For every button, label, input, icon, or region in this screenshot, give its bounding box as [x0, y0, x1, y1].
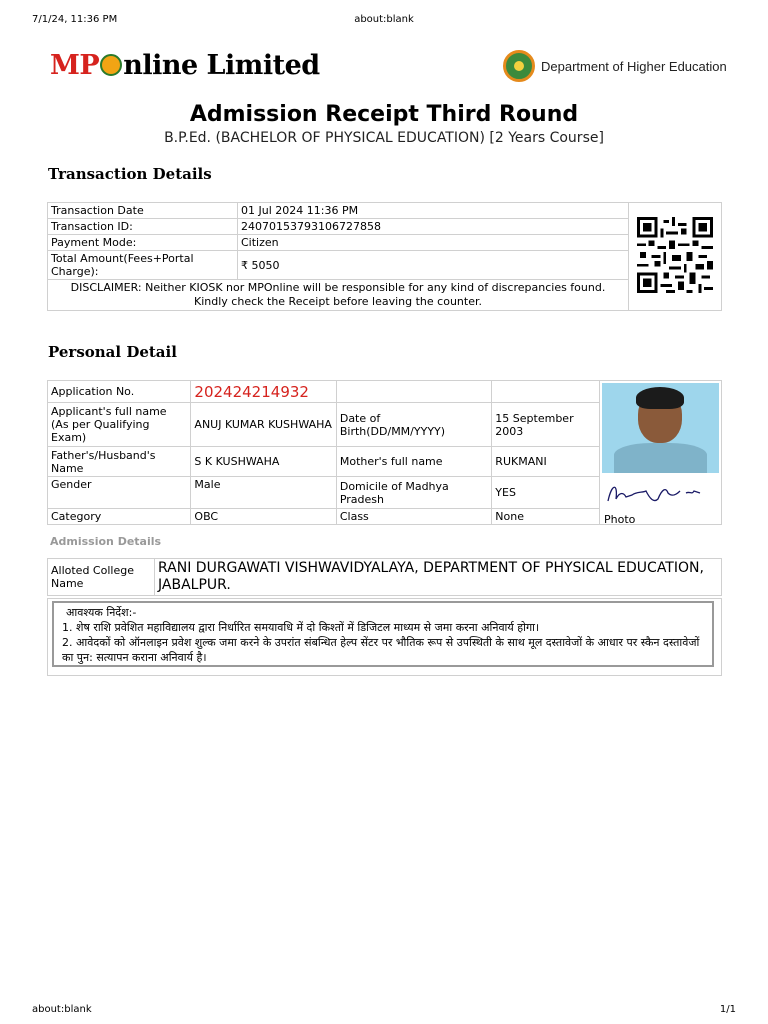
table-cell: Total Amount(Fees+Portal Charge): — [48, 251, 238, 280]
personal-table — [47, 380, 722, 525]
table-cell: YES — [492, 477, 599, 509]
table-row — [48, 280, 722, 311]
mponline-logo: MP nline Limited — [50, 50, 320, 81]
table-cell: Application No. — [48, 381, 191, 403]
table-cell: RUKMANI — [492, 447, 599, 477]
page-title: Admission Receipt Third Round — [189, 102, 579, 127]
table-row — [48, 559, 722, 596]
page-subtitle: B.P.Ed. (BACHELOR OF PHYSICAL EDUCATION) [2 Years Course] — [164, 130, 604, 146]
instruction-item: 1. शेष राशि प्रवेशित महाविद्यालय द्वारा निर्धारित समयावधि में दो किश्तों में डिजिटल माध्यम से जमा करना अनिवार्य होगा। — [62, 621, 540, 634]
applicant-photo — [602, 383, 719, 513]
table-cell: ANUJ KUMAR KUSHWAHA — [191, 403, 336, 447]
instructions-heading: आवश्यक निर्देश:- — [66, 606, 137, 619]
instructions-box — [52, 601, 714, 667]
department-seal-icon — [503, 50, 535, 82]
table-row — [48, 251, 722, 280]
table-cell: Applicant's full name (As per Qualifying Exam) — [48, 403, 191, 447]
table-row — [48, 381, 722, 403]
admission-heading: Admission Details — [50, 535, 162, 548]
photo-label: Photo — [604, 513, 636, 526]
table-cell — [492, 381, 599, 403]
photo-cell — [599, 381, 721, 525]
table-cell: None — [492, 509, 599, 525]
instruction-item: 2. आवेदकों को ऑनलाइन प्रवेश शुल्क जमा करने के उपरांत संबन्धित हेल्प सेंटर पर भौतिक रूप से उपस्थिती के साथ मूल दस्तावेजों के आधार पर स्कैन दस्तावेजों का पुन: सत्यापन कराना अनिवार्य है। — [62, 636, 700, 664]
table-row — [48, 219, 722, 235]
table-cell: Father's/Husband's Name — [48, 447, 191, 477]
table-cell: Date of Birth(DD/MM/YYYY) — [336, 403, 491, 447]
table-cell: Citizen — [238, 235, 629, 251]
table-cell — [336, 381, 491, 403]
print-url: about:blank — [354, 14, 414, 25]
qr-code-cell — [629, 203, 722, 311]
college-table — [47, 558, 722, 596]
page-number: 1/1 — [719, 1004, 736, 1015]
table-cell: Alloted College Name — [48, 559, 155, 596]
table-cell: Male — [191, 477, 336, 509]
table-cell: Domicile of Madhya Pradesh — [336, 477, 491, 509]
table-cell: Transaction ID: — [48, 219, 238, 235]
transaction-table — [47, 202, 722, 311]
table-cell: ₹ 5050 — [238, 251, 629, 280]
college-name: RANI DURGAWATI VISHWAVIDYALAYA, DEPARTMENT OF PHYSICAL EDUCATION, JABALPUR. — [155, 559, 722, 596]
table-cell: Payment Mode: — [48, 235, 238, 251]
transaction-heading: Transaction Details — [48, 165, 212, 183]
table-cell: 01 Jul 2024 11:36 PM — [238, 203, 629, 219]
table-cell: Mother's full name — [336, 447, 491, 477]
disclaimer: DISCLAIMER: Neither KIOSK nor MPOnline will be responsible for any kind of discrepancies found. Kindly check the Receipt before leaving the counter. — [48, 280, 629, 311]
table-cell: OBC — [191, 509, 336, 525]
department-logo — [503, 50, 727, 82]
print-datetime: 7/1/24, 11:36 PM — [32, 14, 118, 25]
personal-heading: Personal Detail — [48, 343, 177, 361]
qr-code-icon — [636, 217, 714, 293]
table-cell: 15 September 2003 — [492, 403, 599, 447]
signature-image — [602, 473, 719, 513]
application-number: 202424214932 — [191, 381, 336, 403]
department-name: Department of Higher Education — [541, 58, 727, 74]
table-cell: Gender — [48, 477, 191, 509]
table-row — [48, 235, 722, 251]
table-cell: Category — [48, 509, 191, 525]
table-cell: S K KUSHWAHA — [191, 447, 336, 477]
table-cell: Transaction Date — [48, 203, 238, 219]
mponline-o-emblem-icon — [100, 54, 122, 76]
table-row — [48, 203, 722, 219]
table-cell: 24070153793106727858 — [238, 219, 629, 235]
footer-url: about:blank — [32, 1004, 92, 1015]
table-cell: Class — [336, 509, 491, 525]
